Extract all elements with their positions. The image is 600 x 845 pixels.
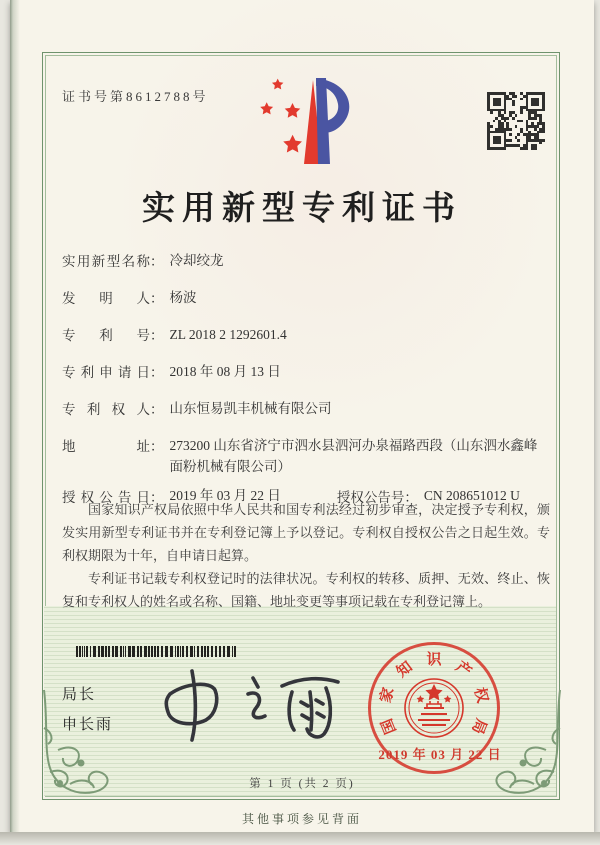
barcode [76,646,238,657]
national-emblem-icon [394,668,474,753]
field-value: 2018 年 08 月 13 日 [169,364,281,379]
seal-date: 2019 年 03 月 22 日 [378,747,502,762]
field-list [62,250,552,506]
field-grant-row: 授权公告日 ： 2019 年 03 月 22 日 授权公告号 ： CN 208651012 U [62,485,552,506]
certificate-number: 证书号第8612788号 [62,89,209,104]
field-inventor: 发明人 ： 杨波 [62,287,552,310]
signer-role: 局长 [62,687,97,703]
corner-flourish-icon [476,688,568,800]
field-value: ZL 2018 2 1292601.4 [169,327,287,342]
field-utility-model-name: 实用新型名称 ： 冷却绞龙 [62,250,552,273]
field-patent-number: 专利号 ： ZL 2018 2 1292601.4 [62,324,552,347]
field-filing-date: 专利申请日 ： 2018 年 08 月 13 日 [62,361,552,384]
scan-edge-shadow [0,832,600,845]
legal-paragraph: 国家知识产权局依照中华人民共和国专利法经过初步审查，决定授予专利权，颁发实用新型专利证书并在专利登记簿上予以登记。专利权自授权公告之日起生效。专利权期限为十年，自申请日起算。 [62,502,550,563]
patent-office-logo-icon [256,72,366,172]
field-value: 山东恒易凯丰机械有限公司 [169,401,332,416]
field-label: 授权公告号 [336,489,405,505]
grant-date: 2019 年 03 月 22 日 [169,488,281,503]
qr-code [487,92,545,150]
handwritten-signature-icon [156,666,346,753]
field-label: 实用新型名称 [62,254,150,269]
field-value: 273200 山东省济宁市泗水县泗河办泉福路西段（山东泗水鑫峰面粉机械有限公司） [169,438,538,474]
certificate-page [10,0,594,832]
page-number: 第 1 页 (共 2 页) [249,778,355,790]
field-patentee: 专利权人 ： 山东恒易凯丰机械有限公司 [62,398,552,421]
back-side-note: 其他事项参见背面 [241,812,362,826]
field-value: 杨波 [169,290,197,305]
certificate-title: 实用新型专利证书 [142,191,462,227]
field-value: 冷却绞龙 [169,253,224,268]
field-label: 地址 [62,439,150,454]
field-address: 地址 ： 273200 山东省济宁市泗水县泗河办泉福路西段（山东泗水鑫峰面粉机械有限公司） [62,435,552,477]
signer-name: 申长雨 [62,717,114,733]
field-label: 专利权人 [62,402,150,417]
field-label: 发明人 [62,291,150,306]
seal-ring-text: 国 家 知 识 产 权 局 [378,652,490,736]
legal-paragraph: 专利证书记载专利权登记时的法律状况。专利权的转移、质押、无效、终止、恢复和专利权人的姓名或名称、国籍、地址变更等事项记载在专利登记簿上。 [62,571,550,609]
grant-publication-number: CN 208651012 U [423,488,520,503]
field-label: 专利申请日 [62,365,150,380]
field-label: 专利号 [62,328,150,343]
legal-text [62,498,550,613]
corner-flourish-icon [36,688,128,800]
field-label: 授权公告日 [62,489,150,505]
